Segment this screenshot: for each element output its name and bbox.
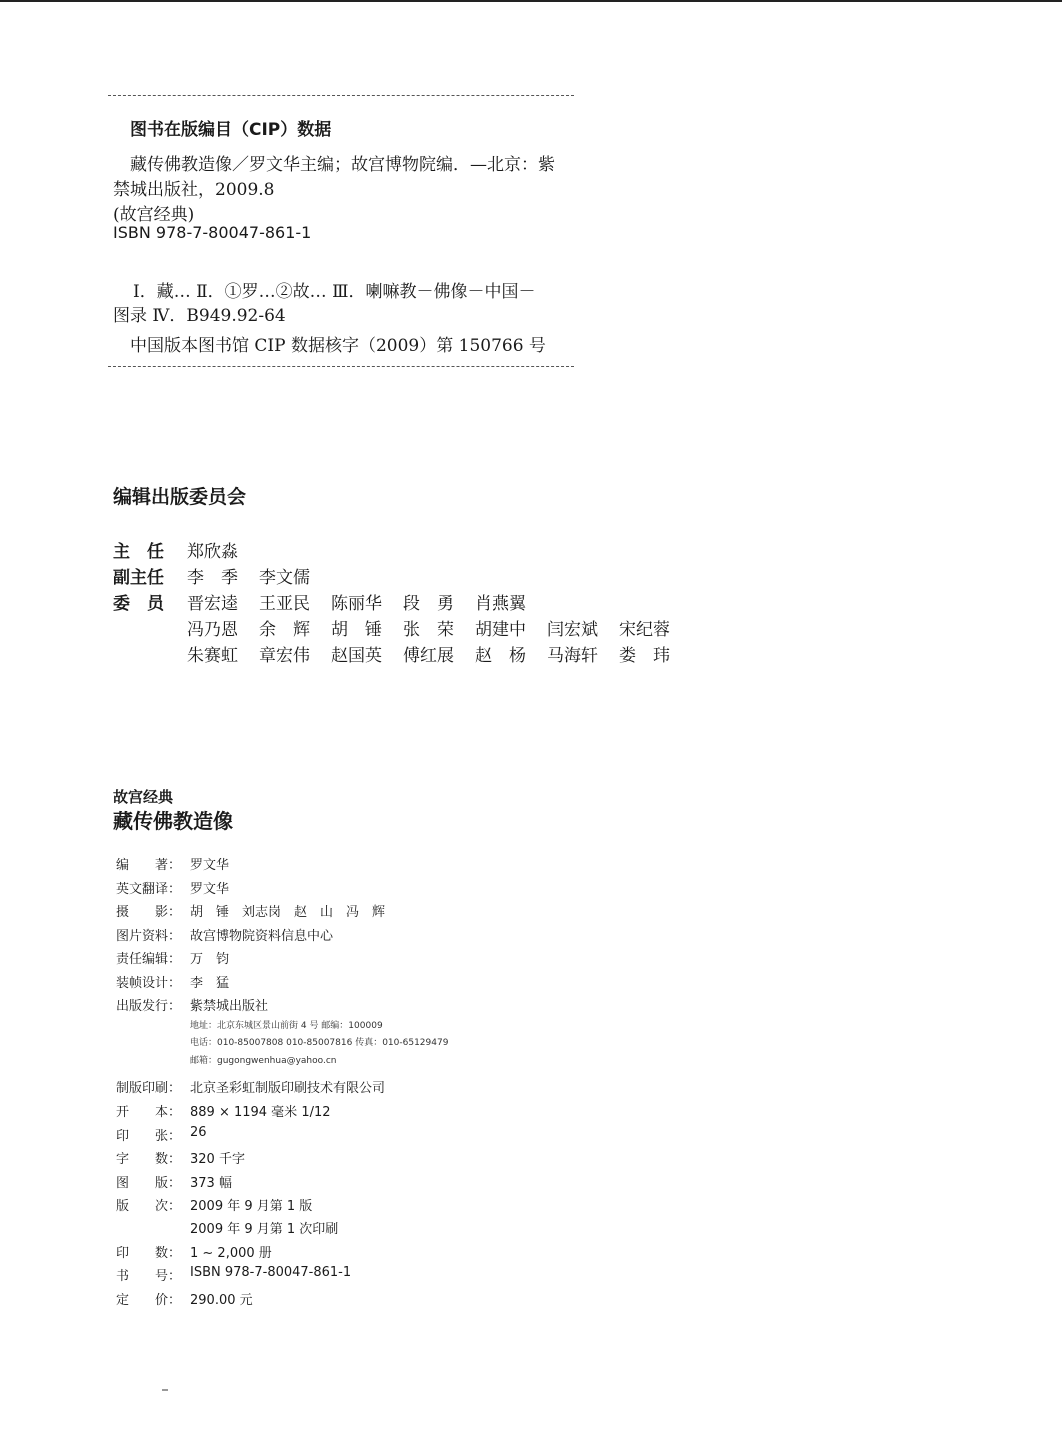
spec-label: 制版印刷： <box>116 1081 182 1096</box>
members-label: 委 员 <box>113 594 164 614</box>
credit-label: 图片资料： <box>116 929 182 944</box>
publisher-address: 地址：北京东城区景山前街 4 号 邮编：100009 <box>190 1021 383 1031</box>
credit-label: 装帧设计： <box>116 976 182 991</box>
spec-value: 2009 年 9 月第 1 版 <box>190 1199 313 1214</box>
spec-label: 定 价： <box>116 1293 182 1308</box>
credit-value: 胡 锤 刘志岗 赵 山 冯 辉 <box>190 905 386 920</box>
credit-value: 万 钧 <box>190 952 230 967</box>
member-name: 章宏伟 <box>259 646 310 666</box>
member-name: 朱赛虹 <box>187 646 238 666</box>
cip-bottom-divider <box>108 366 574 367</box>
spec-value: 373 幅 <box>190 1176 232 1191</box>
cip-line-6: 图录 Ⅳ．B949.92-64 <box>113 306 286 326</box>
spec-value: ISBN 978-7-80047-861-1 <box>190 1265 352 1280</box>
member-name: 余 辉 <box>259 620 310 640</box>
spec-value: 1 ~ 2,000 册 <box>190 1246 272 1261</box>
director-name: 郑欣淼 <box>187 542 238 562</box>
book-title: 藏传佛教造像 <box>113 809 233 833</box>
series-name: 故宫经典 <box>113 788 174 806</box>
spec-value: 889 × 1194 毫米 1/12 <box>190 1105 331 1120</box>
cip-top-divider <box>108 95 574 96</box>
member-name: 宋纪蓉 <box>619 620 670 640</box>
cip-isbn: ISBN 978-7-80047-861-1 <box>113 223 312 242</box>
member-name: 晋宏逵 <box>187 594 238 614</box>
spec-value: 290.00 元 <box>190 1293 253 1308</box>
credit-label: 编 著： <box>116 858 182 873</box>
member-name: 陈丽华 <box>331 594 382 614</box>
credit-label: 责任编辑： <box>116 952 182 967</box>
member-name: 赵 杨 <box>475 646 526 666</box>
member-name: 傅红展 <box>403 646 454 666</box>
member-name: 胡建中 <box>475 620 526 640</box>
spec-label: 印 数： <box>116 1246 182 1261</box>
deputy-name: 李 季 <box>187 568 238 588</box>
publisher-email: 邮箱：gugongwenhua@yahoo.cn <box>190 1056 337 1066</box>
cip-line-5: Ⅰ．藏… Ⅱ．①罗…②故… Ⅲ．喇嘛教－佛像－中国－ <box>133 282 536 302</box>
spec-value: 2009 年 9 月第 1 次印刷 <box>190 1222 339 1237</box>
spec-value: 北京圣彩虹制版印刷技术有限公司 <box>190 1081 386 1096</box>
member-name: 闫宏斌 <box>547 620 598 640</box>
spec-label: 开 本： <box>116 1105 182 1120</box>
credit-label: 摄 影： <box>116 905 182 920</box>
member-name: 胡 锤 <box>331 620 382 640</box>
cip-line-2: 禁城出版社，2009.8 <box>113 180 275 200</box>
page-top-edge <box>0 0 1062 2</box>
cip-line-1: 藏传佛教造像／罗文华主编；故宫博物院编．—北京：紫 <box>130 155 555 175</box>
member-name: 肖燕翼 <box>475 594 526 614</box>
member-name: 赵国英 <box>331 646 382 666</box>
scan-mark <box>162 1389 168 1391</box>
credit-value: 罗文华 <box>190 858 230 873</box>
credit-value: 李 猛 <box>190 976 230 991</box>
spec-label: 印 张： <box>116 1129 182 1144</box>
deputy-label: 副主任 <box>113 568 164 588</box>
credit-value: 紫禁城出版社 <box>190 999 269 1014</box>
spec-label: 字 数： <box>116 1152 182 1167</box>
cip-heading: 图书在版编目（CIP）数据 <box>130 120 332 140</box>
spec-label: 图 版： <box>116 1176 182 1191</box>
credit-value: 故宫博物院资料信息中心 <box>190 929 334 944</box>
cip-line-7: 中国版本图书馆 CIP 数据核字（2009）第 150766 号 <box>130 336 546 356</box>
member-name: 王亚民 <box>259 594 310 614</box>
member-name: 冯乃恩 <box>187 620 238 640</box>
director-label: 主 任 <box>113 542 164 562</box>
spec-label: 版 次： <box>116 1199 182 1214</box>
member-name: 段 勇 <box>403 594 454 614</box>
spec-value: 320 千字 <box>190 1152 245 1167</box>
publisher-phone: 电话：010-85007808 010-85007816 传真：010-65129479 <box>190 1038 449 1048</box>
member-name: 张 荣 <box>403 620 454 640</box>
credit-label: 英文翻译： <box>116 882 182 897</box>
credit-value: 罗文华 <box>190 882 230 897</box>
cip-line-3: (故宫经典) <box>113 205 195 225</box>
member-name: 娄 玮 <box>619 646 670 666</box>
credit-label: 出版发行： <box>116 999 182 1014</box>
member-name: 马海轩 <box>547 646 598 666</box>
deputy-name: 李文儒 <box>259 568 310 588</box>
spec-label: 书 号： <box>116 1269 182 1284</box>
committee-title: 编辑出版委员会 <box>113 486 247 508</box>
spec-value: 26 <box>190 1125 207 1140</box>
